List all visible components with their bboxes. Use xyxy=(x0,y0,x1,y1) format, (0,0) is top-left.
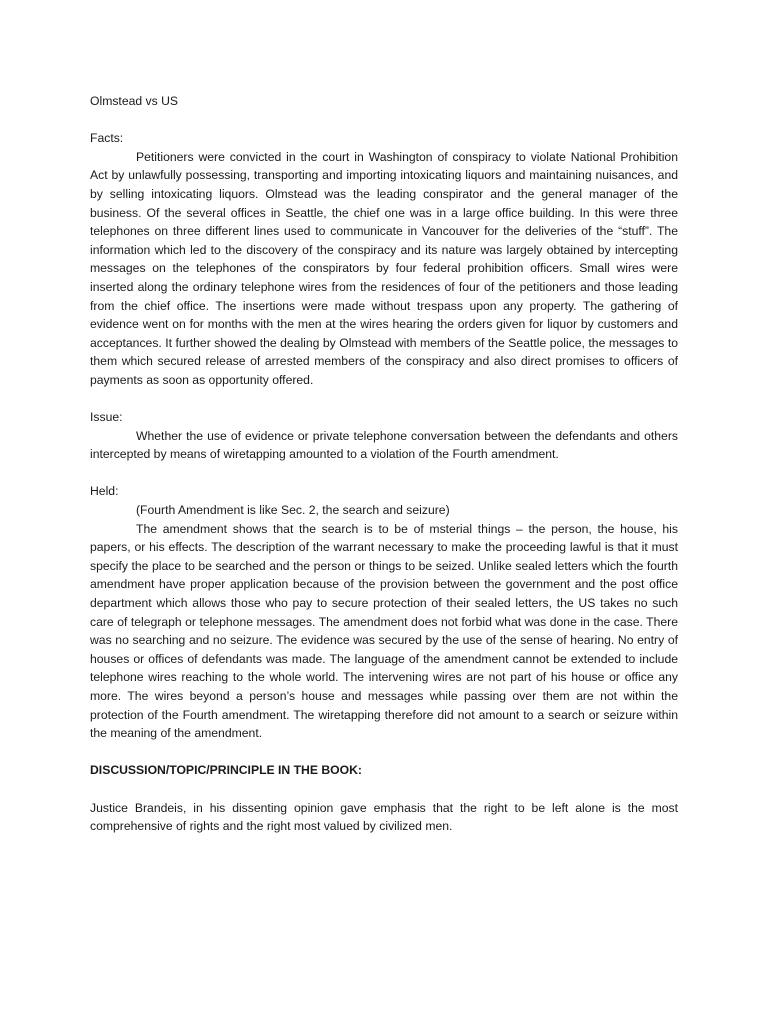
held-label: Held: xyxy=(90,484,119,499)
issue-paragraph: Whether the use of evidence or private telephone conversation between the defendants and others intercepted by means of wiretapping amounted to a violation of the Fourth amendment. xyxy=(90,428,678,462)
discussion-paragraph: Justice Brandeis, in his dissenting opinion gave emphasis that the right to be left alone is the most comprehensive of rights and the right most valued by civilized men. xyxy=(90,800,678,834)
document-page xyxy=(90,92,678,836)
held-paragraph: The amendment shows that the search is to be of msterial things – the person, the house, his papers, or his effects. The description of the warrant necessary to make the proceeding lawful is that it must specify the place to be searched and the person or things to be seized. Unlike sealed letters which the fourth amendment have proper application because of the provision between the government and the post office department which allows those who pay to secure protection of their sealed letters, the US takes no such care of telegraph or telephone messages. The amendment does not forbid what was done in the case. There was no searching and no seizure. The evidence was secured by the use of the sense of hearing. No entry of houses or offices of defendants was made. The language of the amendment cannot be extended to include telephone wires reaching to the whole world. The intervening wires are not part of his house or office any more. The wires beyond a person’s house and messages while passing over them are not within the protection of the Fourth amendment. The wiretapping therefore did not amount to a search or seizure within the meaning of the amendment. xyxy=(90,521,678,741)
discussion-heading: DISCUSSION/TOPIC/PRINCIPLE IN THE BOOK: xyxy=(90,763,362,778)
facts-paragraph: Petitioners were convicted in the court in Washington of conspiracy to violate National Prohibition Act by unlawfully possessing, transporting and importing intoxicating liquors and maintaining nuisances, and by selling intoxicating liquors. Olmstead was the leading conspirator and the general manager of the business. Of the several offices in Seattle, the chief one was in a large office building. In this were three telephones on three different lines used to communicate in Vancouver for the deliveries of the “stuff”. The information which led to the discovery of the conspiracy and its nature was largely obtained by intercepting messages on the telephones of the conspirators by four federal prohibition officers. Small wires were inserted along the ordinary telephone wires from the residences of four of the petitioners and those leading from the chief office. The insertions were made without trespass upon any property. The gathering of evidence went on for months with the men at the wires hearing the orders given for liquor by customers and acceptances. It further showed the dealing by Olmstead with members of the Seattle police, the messages to them which secured release of arrested members of the conspiracy and also direct promises to officers of payments as soon as opportunity offered. xyxy=(90,149,678,387)
held-note: (Fourth Amendment is like Sec. 2, the search and seizure) xyxy=(136,503,450,518)
issue-label: Issue: xyxy=(90,410,123,425)
document-title: Olmstead vs US xyxy=(90,94,179,108)
facts-label: Facts: xyxy=(90,131,124,146)
